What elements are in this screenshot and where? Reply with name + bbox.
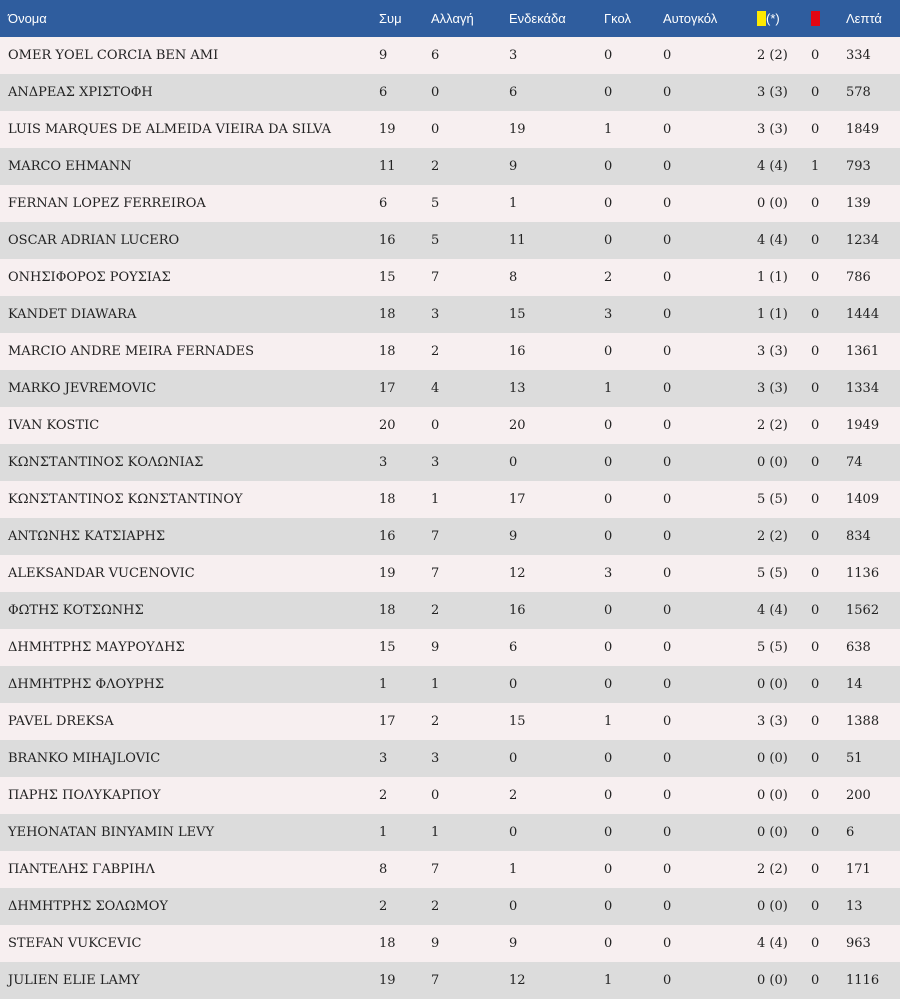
- yellow-cards-cell: 0 (0): [757, 973, 788, 988]
- red-cards-cell: 0: [811, 825, 820, 840]
- starts-cell: 0: [509, 455, 518, 470]
- own-goals-cell: 0: [663, 529, 672, 544]
- yellow-cards-cell: 0 (0): [757, 677, 788, 692]
- apps-cell: 16: [379, 233, 396, 248]
- table-row[interactable]: [0, 259, 900, 296]
- own-goals-cell: 0: [663, 677, 672, 692]
- goals-cell: 2: [604, 270, 613, 285]
- subs-cell: 7: [431, 529, 440, 544]
- table-row[interactable]: [0, 407, 900, 444]
- own-goals-cell: 0: [663, 788, 672, 803]
- subs-cell: 2: [431, 603, 440, 618]
- table-row[interactable]: [0, 111, 900, 148]
- apps-cell: 11: [379, 159, 396, 174]
- goals-cell: 0: [604, 492, 613, 507]
- col-header-yellow[interactable]: [757, 0, 811, 37]
- player-name[interactable]: ΚΩΝΣΤΑΝΤΙΝΟΣ ΚΩΝΣΤΑΝΤΙΝΟΥ: [8, 492, 243, 507]
- red-cards-cell: 0: [811, 788, 820, 803]
- goals-cell: 0: [604, 85, 613, 100]
- yellow-cards-cell: 5 (5): [757, 566, 788, 581]
- red-cards-cell: 0: [811, 344, 820, 359]
- minutes-cell: 793: [846, 159, 871, 174]
- goals-cell: 0: [604, 936, 613, 951]
- subs-cell: 0: [431, 85, 440, 100]
- subs-cell: 7: [431, 973, 440, 988]
- player-name[interactable]: MARKO JEVREMOVIC: [8, 381, 157, 396]
- subs-cell: 6: [431, 48, 440, 63]
- player-name[interactable]: BRANKO MIHAJLOVIC: [8, 751, 161, 766]
- minutes-cell: 1388: [846, 714, 880, 729]
- table-row[interactable]: [0, 481, 900, 518]
- player-name[interactable]: ΑΝΔΡΕΑΣ ΧΡΙΣΤΟΦΗ: [8, 85, 153, 100]
- yellow-cards-cell: 2 (2): [757, 529, 788, 544]
- red-card-icon: [811, 11, 820, 26]
- goals-cell: 3: [604, 566, 613, 581]
- minutes-cell: 1444: [846, 307, 880, 322]
- minutes-cell: 334: [846, 48, 871, 63]
- goals-cell: 1: [604, 381, 613, 396]
- own-goals-cell: 0: [663, 603, 672, 618]
- minutes-cell: 14: [846, 677, 863, 692]
- player-name[interactable]: OSCAR ADRIAN LUCERO: [8, 233, 180, 248]
- goals-cell: 0: [604, 751, 613, 766]
- own-goals-cell: 0: [663, 825, 672, 840]
- player-name[interactable]: STEFAN VUKCEVIC: [8, 936, 142, 951]
- starts-cell: 20: [509, 418, 526, 433]
- goals-cell: 0: [604, 196, 613, 211]
- table-row[interactable]: [0, 925, 900, 962]
- minutes-cell: 1334: [846, 381, 880, 396]
- starts-cell: 15: [509, 307, 526, 322]
- subs-cell: 9: [431, 936, 440, 951]
- col-header-red[interactable]: [811, 0, 846, 37]
- subs-cell: 0: [431, 418, 440, 433]
- subs-cell: 2: [431, 714, 440, 729]
- red-cards-cell: 0: [811, 566, 820, 581]
- subs-cell: 5: [431, 233, 440, 248]
- goals-cell: 1: [604, 714, 613, 729]
- table-body: [0, 37, 900, 999]
- red-cards-cell: 0: [811, 862, 820, 877]
- own-goals-cell: 0: [663, 159, 672, 174]
- red-cards-cell: 0: [811, 714, 820, 729]
- subs-cell: 9: [431, 640, 440, 655]
- yellow-cards-cell: 3 (3): [757, 122, 788, 137]
- red-cards-cell: 0: [811, 640, 820, 655]
- table-row[interactable]: [0, 518, 900, 555]
- yellow-cards-cell: 3 (3): [757, 85, 788, 100]
- minutes-cell: 13: [846, 899, 863, 914]
- minutes-cell: 6: [846, 825, 855, 840]
- apps-cell: 16: [379, 529, 396, 544]
- subs-cell: 2: [431, 159, 440, 174]
- player-name[interactable]: ΚΩΝΣΤΑΝΤΙΝΟΣ ΚΟΛΩΝΙΑΣ: [8, 455, 204, 470]
- apps-cell: 3: [379, 455, 388, 470]
- player-name[interactable]: ΠΑΝΤΕΛΗΣ ΓΑΒΡΙΗΛ: [8, 862, 155, 877]
- subs-cell: 3: [431, 751, 440, 766]
- starts-cell: 0: [509, 677, 518, 692]
- yellow-cards-cell: 2 (2): [757, 862, 788, 877]
- own-goals-cell: 0: [663, 714, 672, 729]
- starts-cell: 12: [509, 566, 526, 581]
- red-cards-cell: 0: [811, 529, 820, 544]
- col-header-goals[interactable]: Γκολ: [604, 11, 631, 26]
- goals-cell: 0: [604, 233, 613, 248]
- starts-cell: 1: [509, 196, 518, 211]
- minutes-cell: 1116: [846, 973, 880, 988]
- yellow-cards-cell: 3 (3): [757, 344, 788, 359]
- minutes-cell: 1409: [846, 492, 880, 507]
- table-row[interactable]: [0, 74, 900, 111]
- col-header-subs[interactable]: Αλλαγή: [431, 11, 474, 26]
- goals-cell: 0: [604, 825, 613, 840]
- minutes-cell: 638: [846, 640, 871, 655]
- subs-cell: 1: [431, 825, 440, 840]
- goals-cell: 0: [604, 344, 613, 359]
- red-cards-cell: 0: [811, 48, 820, 63]
- starts-cell: 9: [509, 159, 518, 174]
- starts-cell: 0: [509, 751, 518, 766]
- yellow-cards-cell: 0 (0): [757, 455, 788, 470]
- subs-cell: 7: [431, 270, 440, 285]
- table-row[interactable]: [0, 296, 900, 333]
- own-goals-cell: 0: [663, 233, 672, 248]
- subs-cell: 2: [431, 899, 440, 914]
- starts-cell: 13: [509, 381, 526, 396]
- own-goals-cell: 0: [663, 492, 672, 507]
- col-header-own-goals[interactable]: Αυτογκόλ: [663, 11, 718, 26]
- starts-cell: 12: [509, 973, 526, 988]
- player-name[interactable]: MARCO EHMANN: [8, 159, 132, 174]
- starts-cell: 9: [509, 936, 518, 951]
- col-header-name[interactable]: Όνομα: [8, 11, 47, 26]
- table-row[interactable]: [0, 37, 900, 74]
- apps-cell: 3: [379, 751, 388, 766]
- player-name[interactable]: YEHONATAN BINYAMIN LEVY: [8, 825, 215, 840]
- minutes-cell: 834: [846, 529, 871, 544]
- yellow-cards-cell: 3 (3): [757, 381, 788, 396]
- yellow-header-suffix: (*): [766, 11, 780, 26]
- table-row[interactable]: [0, 814, 900, 851]
- apps-cell: 15: [379, 640, 396, 655]
- goals-cell: 0: [604, 677, 613, 692]
- minutes-cell: 786: [846, 270, 871, 285]
- table-row[interactable]: [0, 851, 900, 888]
- player-name[interactable]: ΔΗΜΗΤΡΗΣ ΣΟΛΩΜΟΥ: [8, 899, 169, 914]
- minutes-cell: 1136: [846, 566, 880, 581]
- table-row[interactable]: [0, 148, 900, 185]
- own-goals-cell: 0: [663, 899, 672, 914]
- own-goals-cell: 0: [663, 862, 672, 877]
- table-row[interactable]: [0, 370, 900, 407]
- minutes-cell: 1361: [846, 344, 880, 359]
- minutes-cell: 74: [846, 455, 863, 470]
- goals-cell: 0: [604, 455, 613, 470]
- starts-cell: 6: [509, 85, 518, 100]
- red-cards-cell: 0: [811, 270, 820, 285]
- apps-cell: 2: [379, 899, 388, 914]
- table-row[interactable]: [0, 555, 900, 592]
- table-header-row: [0, 0, 900, 37]
- yellow-cards-cell: 0 (0): [757, 788, 788, 803]
- player-name[interactable]: ΔΗΜΗΤΡΗΣ ΦΛΟΥΡΗΣ: [8, 677, 165, 692]
- red-cards-cell: 0: [811, 677, 820, 692]
- player-name[interactable]: LUIS MARQUES DE ALMEIDA VIEIRA DA SILVA: [8, 122, 332, 137]
- table-row[interactable]: [0, 703, 900, 740]
- red-cards-cell: 0: [811, 307, 820, 322]
- own-goals-cell: 0: [663, 122, 672, 137]
- own-goals-cell: 0: [663, 973, 672, 988]
- starts-cell: 0: [509, 899, 518, 914]
- player-name[interactable]: OMER YOEL CORCIA BEN AMI: [8, 48, 219, 63]
- starts-cell: 0: [509, 825, 518, 840]
- starts-cell: 11: [509, 233, 526, 248]
- red-cards-cell: 0: [811, 233, 820, 248]
- subs-cell: 3: [431, 455, 440, 470]
- yellow-cards-cell: 4 (4): [757, 603, 788, 618]
- apps-cell: 17: [379, 381, 396, 396]
- own-goals-cell: 0: [663, 85, 672, 100]
- apps-cell: 6: [379, 85, 388, 100]
- goals-cell: 1: [604, 973, 613, 988]
- yellow-cards-cell: 4 (4): [757, 233, 788, 248]
- red-cards-cell: 0: [811, 418, 820, 433]
- red-cards-cell: 0: [811, 122, 820, 137]
- red-cards-cell: 0: [811, 751, 820, 766]
- subs-cell: 4: [431, 381, 440, 396]
- goals-cell: 0: [604, 48, 613, 63]
- own-goals-cell: 0: [663, 751, 672, 766]
- apps-cell: 9: [379, 48, 388, 63]
- starts-cell: 19: [509, 122, 526, 137]
- yellow-cards-cell: 5 (5): [757, 492, 788, 507]
- goals-cell: 0: [604, 862, 613, 877]
- table-row[interactable]: [0, 666, 900, 703]
- red-cards-cell: 0: [811, 381, 820, 396]
- player-name[interactable]: FERNAN LOPEZ FERREIROA: [8, 196, 206, 211]
- col-header-apps[interactable]: Συμ: [379, 11, 402, 26]
- starts-cell: 3: [509, 48, 518, 63]
- table-row[interactable]: [0, 185, 900, 222]
- table-row[interactable]: [0, 629, 900, 666]
- red-cards-cell: 0: [811, 899, 820, 914]
- apps-cell: 2: [379, 788, 388, 803]
- subs-cell: 0: [431, 788, 440, 803]
- apps-cell: 18: [379, 936, 396, 951]
- subs-cell: 1: [431, 677, 440, 692]
- player-name[interactable]: ΠΑΡΗΣ ΠΟΛΥΚΑΡΠΟΥ: [8, 788, 161, 803]
- minutes-cell: 1234: [846, 233, 880, 248]
- apps-cell: 8: [379, 862, 388, 877]
- apps-cell: 15: [379, 270, 396, 285]
- red-cards-cell: 0: [811, 455, 820, 470]
- col-header-minutes[interactable]: Λεπτά: [846, 11, 882, 26]
- yellow-card-icon: [757, 11, 766, 26]
- minutes-cell: 1949: [846, 418, 880, 433]
- own-goals-cell: 0: [663, 936, 672, 951]
- table-row[interactable]: [0, 592, 900, 629]
- red-cards-cell: 1: [811, 159, 820, 174]
- subs-cell: 7: [431, 566, 440, 581]
- subs-cell: 5: [431, 196, 440, 211]
- goals-cell: 0: [604, 788, 613, 803]
- table-row[interactable]: [0, 777, 900, 814]
- apps-cell: 18: [379, 307, 396, 322]
- table-row[interactable]: [0, 333, 900, 370]
- red-cards-cell: 0: [811, 492, 820, 507]
- own-goals-cell: 0: [663, 455, 672, 470]
- yellow-cards-cell: 1 (1): [757, 307, 788, 322]
- yellow-cards-cell: 0 (0): [757, 751, 788, 766]
- apps-cell: 1: [379, 677, 388, 692]
- own-goals-cell: 0: [663, 566, 672, 581]
- subs-cell: 2: [431, 344, 440, 359]
- yellow-cards-cell: 2 (2): [757, 418, 788, 433]
- red-cards-cell: 0: [811, 196, 820, 211]
- red-cards-cell: 0: [811, 85, 820, 100]
- table-row[interactable]: [0, 444, 900, 481]
- starts-cell: 1: [509, 862, 518, 877]
- goals-cell: 0: [604, 159, 613, 174]
- player-name[interactable]: ΦΩΤΗΣ ΚΟΤΣΩΝΗΣ: [8, 603, 144, 618]
- own-goals-cell: 0: [663, 344, 672, 359]
- col-header-starts[interactable]: Ενδεκάδα: [509, 11, 566, 26]
- minutes-cell: 139: [846, 196, 871, 211]
- yellow-cards-cell: 4 (4): [757, 936, 788, 951]
- apps-cell: 20: [379, 418, 396, 433]
- own-goals-cell: 0: [663, 640, 672, 655]
- own-goals-cell: 0: [663, 381, 672, 396]
- goals-cell: 0: [604, 640, 613, 655]
- player-name[interactable]: MARCIO ANDRE MEIRA FERNADES: [8, 344, 255, 359]
- subs-cell: 7: [431, 862, 440, 877]
- minutes-cell: 171: [846, 862, 871, 877]
- goals-cell: 0: [604, 603, 613, 618]
- yellow-cards-cell: 4 (4): [757, 159, 788, 174]
- apps-cell: 18: [379, 603, 396, 618]
- apps-cell: 19: [379, 973, 396, 988]
- player-name[interactable]: ΑΝΤΩΝΗΣ ΚΑΤΣΙΑΡΗΣ: [8, 529, 166, 544]
- subs-cell: 3: [431, 307, 440, 322]
- own-goals-cell: 0: [663, 418, 672, 433]
- own-goals-cell: 0: [663, 196, 672, 211]
- yellow-cards-cell: 5 (5): [757, 640, 788, 655]
- apps-cell: 17: [379, 714, 396, 729]
- starts-cell: 16: [509, 603, 526, 618]
- yellow-cards-cell: 0 (0): [757, 899, 788, 914]
- apps-cell: 6: [379, 196, 388, 211]
- subs-cell: 0: [431, 122, 440, 137]
- player-name[interactable]: KANDET DIAWARA: [8, 307, 137, 322]
- player-name[interactable]: ΔΗΜΗΤΡΗΣ ΜΑΥΡΟΥΔΗΣ: [8, 640, 185, 655]
- starts-cell: 17: [509, 492, 526, 507]
- minutes-cell: 1562: [846, 603, 880, 618]
- table-row[interactable]: [0, 888, 900, 925]
- apps-cell: 1: [379, 825, 388, 840]
- apps-cell: 19: [379, 122, 396, 137]
- player-name[interactable]: ΟΝΗΣΙΦΟΡΟΣ ΡΟΥΣΙΑΣ: [8, 270, 171, 285]
- starts-cell: 2: [509, 788, 518, 803]
- minutes-cell: 51: [846, 751, 863, 766]
- minutes-cell: 1849: [846, 122, 880, 137]
- own-goals-cell: 0: [663, 307, 672, 322]
- starts-cell: 6: [509, 640, 518, 655]
- own-goals-cell: 0: [663, 270, 672, 285]
- player-name[interactable]: JULIEN ELIE LAMY: [8, 973, 140, 988]
- starts-cell: 16: [509, 344, 526, 359]
- minutes-cell: 200: [846, 788, 871, 803]
- goals-cell: 3: [604, 307, 613, 322]
- yellow-cards-cell: 0 (0): [757, 825, 788, 840]
- minutes-cell: 578: [846, 85, 871, 100]
- own-goals-cell: 0: [663, 48, 672, 63]
- red-cards-cell: 0: [811, 973, 820, 988]
- red-cards-cell: 0: [811, 603, 820, 618]
- apps-cell: 18: [379, 492, 396, 507]
- goals-cell: 0: [604, 899, 613, 914]
- goals-cell: 0: [604, 529, 613, 544]
- table-row[interactable]: [0, 962, 900, 999]
- player-name[interactable]: ALEKSANDAR VUCENOVIC: [8, 566, 195, 581]
- yellow-cards-cell: 1 (1): [757, 270, 788, 285]
- goals-cell: 0: [604, 418, 613, 433]
- starts-cell: 8: [509, 270, 518, 285]
- subs-cell: 1: [431, 492, 440, 507]
- red-cards-cell: 0: [811, 936, 820, 951]
- table-row[interactable]: [0, 222, 900, 259]
- player-name[interactable]: IVAN KOSTIC: [8, 418, 100, 433]
- yellow-cards-cell: 3 (3): [757, 714, 788, 729]
- starts-cell: 9: [509, 529, 518, 544]
- player-name[interactable]: PAVEL DREKSA: [8, 714, 114, 729]
- starts-cell: 15: [509, 714, 526, 729]
- apps-cell: 18: [379, 344, 396, 359]
- yellow-cards-cell: 0 (0): [757, 196, 788, 211]
- yellow-cards-cell: 2 (2): [757, 48, 788, 63]
- goals-cell: 1: [604, 122, 613, 137]
- minutes-cell: 963: [846, 936, 871, 951]
- table-row[interactable]: [0, 740, 900, 777]
- apps-cell: 19: [379, 566, 396, 581]
